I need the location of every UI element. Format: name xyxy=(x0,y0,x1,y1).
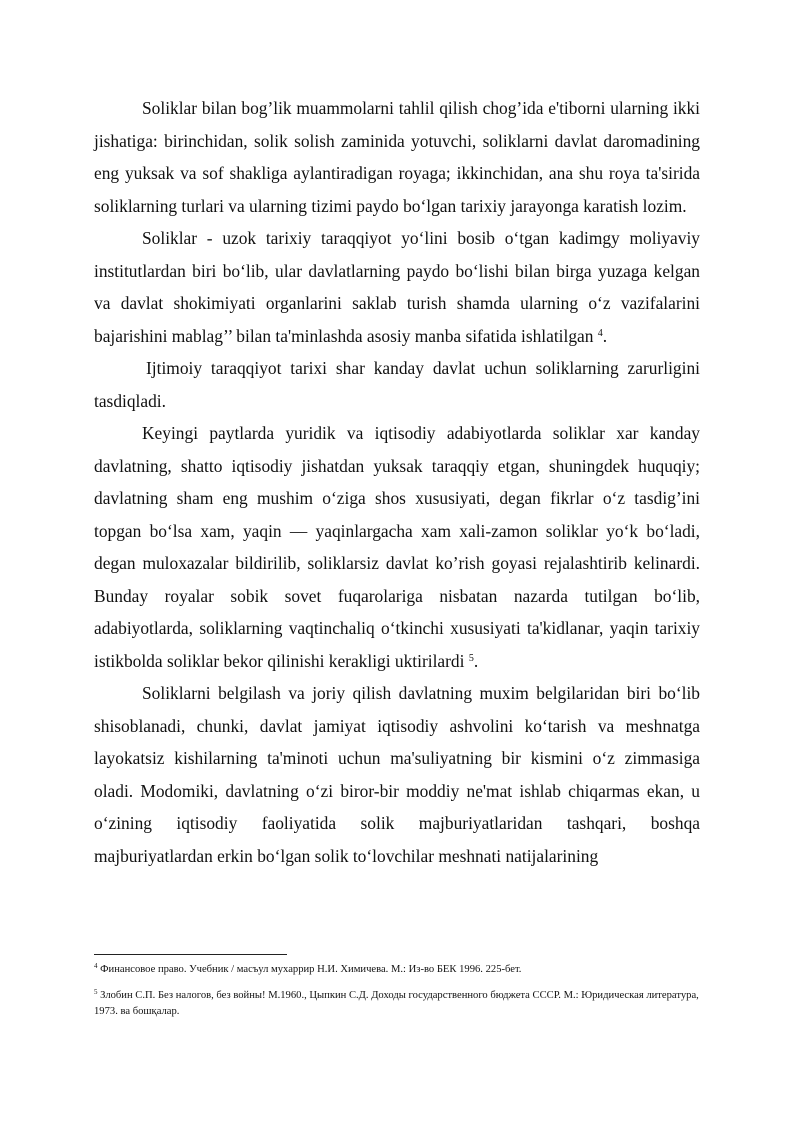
paragraph-3 xyxy=(94,352,700,417)
footnote-number: 4 xyxy=(94,962,98,970)
footnotes xyxy=(94,962,700,1030)
paragraph-4 xyxy=(94,417,700,677)
paragraph-2 xyxy=(94,222,700,352)
paragraph-text: Soliklar bilan bog’lik muammolarni tahlil qilish chog’ida e'tiborni ularning ikki jishatiga: birinchidan, solik solish zaminida yotuvchi, soliklarni davlat daromadining eng yuksak va sof shakliga aylantiradigan royaga; ikkinchidan, ana shu roya ta'sirida soliklarning turlari va ularning tizimi paydo bo‘lgan tarixiy jarayonga karatish lozim. xyxy=(94,98,700,216)
footnote-ref[interactable]: 4 xyxy=(597,327,603,339)
footnote-ref[interactable]: 5 xyxy=(468,652,474,664)
footnote-text: Финансовое право. Учебник / масъул мухаррир Н.И. Химичева. М.: Из-во БЕК 1996. 225-бет. xyxy=(100,964,522,975)
body-text xyxy=(94,92,700,872)
paragraph-5 xyxy=(94,677,700,872)
footnote-separator xyxy=(94,954,287,955)
paragraph-1 xyxy=(94,92,700,222)
paragraph-text: Soliklar - uzok tarixiy taraqqiyot yo‘lini bosib o‘tgan kadimgy moliyaviy institutlardan biri bo‘lib, ular davlatlarning paydo bo‘lishi bilan birga yuzaga kelgan va davlat shokimiyati organlarini saklab turish shamda ularning o‘z vazifalarini bajarishini mablag’’ bilan ta'minlashda asosiy manba sifatida ishlatilgan xyxy=(94,228,700,346)
paragraph-text: Soliklarni belgilash va joriy qilish davlatning muxim belgilaridan biri bo‘lib shisoblanadi, chunki, davlat jamiyat iqtisodiy ashvolini ko‘tarish va meshnatga layokatsiz kishilarning ta'minoti uchun ma'suliyatning bir kismini o‘z zimmasiga oladi. Modomiki, davlatning o‘zi biror-bir moddiy ne'mat ishlab chiqarmas ekan, u o‘zining iqtisodiy faoliyatida solik majburiyatlaridan tashqari, boshqa majburiyatlardan erkin bo‘lgan solik to‘lovchilar meshnati natijalarining xyxy=(94,683,700,866)
paragraph-text: Ijtimoiy taraqqiyot tarixi shar kanday davlat uchun soliklarning zarurligini tasdiqladi. xyxy=(94,358,700,411)
footnote-4 xyxy=(94,962,700,978)
paragraph-tail: . xyxy=(602,325,608,346)
footnote-text: Злобин С.П. Без налогов, без войны! М.1960., Цыпкин С.Д. Доходы государственного бюджета СССР. М.: Юридическая литература, 1973. ва бошқалар. xyxy=(94,990,699,1017)
footnote-5 xyxy=(94,988,700,1020)
paragraph-text: Keyingi paytlarda yuridik va iqtisodiy adabiyotlarda soliklar xar kanday davlatning, shatto iqtisodiy jishatdan yuksak taraqqiy etgan, shuningdek huquqiy; davlatning sham eng mushim o‘ziga shos xususiyati, degan fikrlar o‘z tasdig’ini topgan bo‘lsa xam, yaqin — yaqinlargacha xam xali-zamon soliklar yo‘k bo‘ladi, degan muloxazalar bildirilib, soliklarsiz davlat ko’rish goyasi rejalashtirib kelinardi. Bunday royalar sobik sovet fuqarolariga nisbatan nazarda tutilgan bo‘lib, adabiyotlarda, soliklarning vaqtinchaliq o‘tkinchi xususiyati ta'kidlanar, yaqin tarixiy istikbolda soliklar bekor qilinishi kerakligi uktirilardi xyxy=(94,423,700,671)
footnote-number: 5 xyxy=(94,988,98,996)
paragraph-tail: . xyxy=(473,650,479,671)
